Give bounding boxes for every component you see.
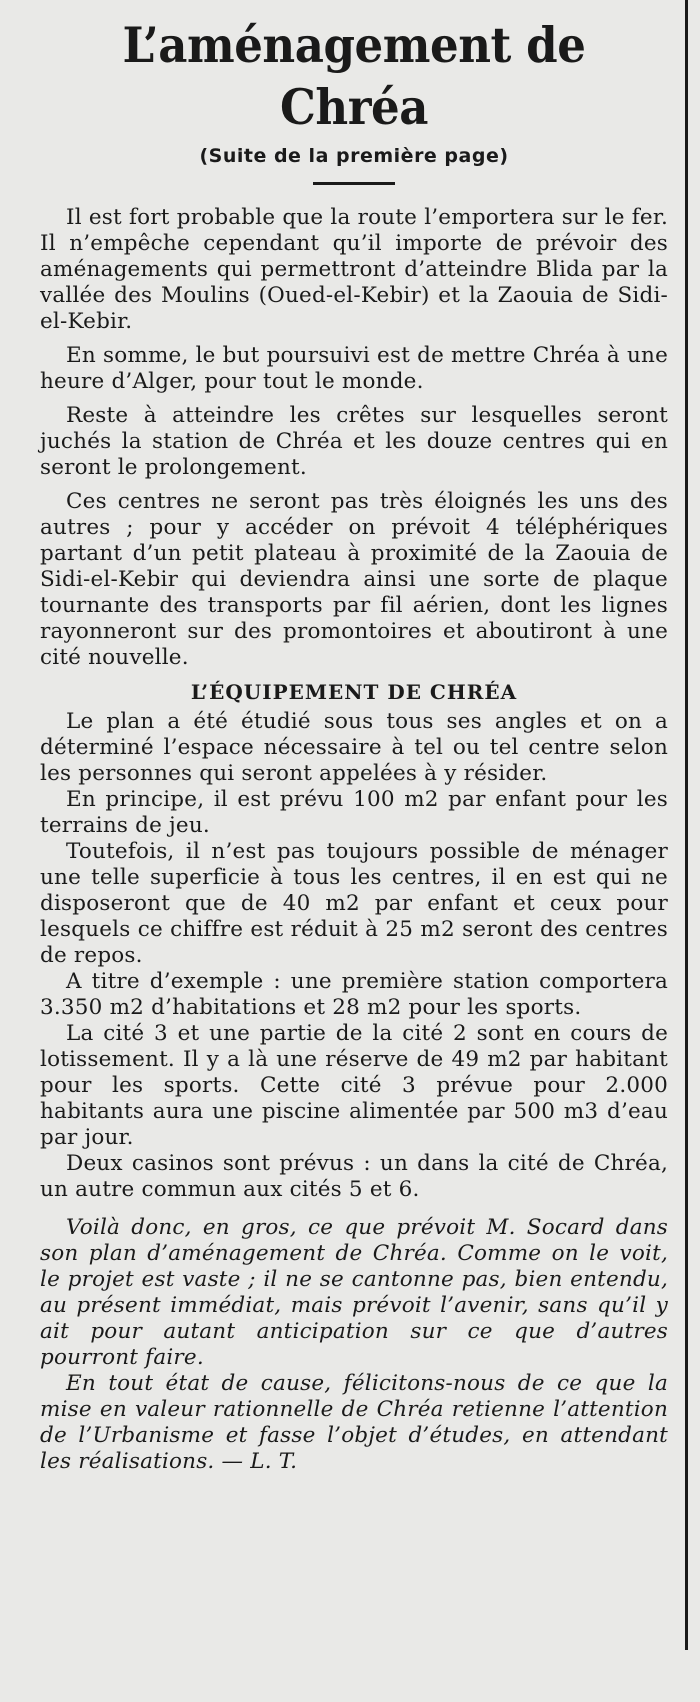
- paragraph-equipment-1: Le plan a été étudié sous tous ses angles et on a déterminé l’espace nécessaire à tel ou tel centre selon les personnes qui seront appelées à y résider.: [40, 709, 668, 786]
- continuation-note: (Suite de la première page): [199, 145, 509, 167]
- paragraph-equipment-5: La cité 3 et une partie de la cité 2 sont en cours de lotissement. Il y a là une réserve de 49 m2 par habitant pour les sports. Cette cité 3 prévue pour 2.000 habitants aura une piscine alimentée par 500 m3 d’eau par jour.: [40, 1021, 668, 1150]
- article: [40, 14, 668, 1475]
- column-rule: [685, 0, 688, 1650]
- paragraph-equipment-2: En principe, il est prévu 100 m2 par enfant pour les terrains de jeu.: [40, 787, 668, 838]
- paragraph-equipment-3: Toutefois, il n’est pas toujours possible de ménager une telle superficie à tous les centres, il en est qui ne disposeront que de 40 m2 par enfant et ceux pour lesquels ce chiffre est réduit à 25 m2 seront des centres de repos.: [40, 839, 668, 968]
- paragraph-intro-4: Ces centres ne seront pas très éloignés les uns des autres ; pour y accéder on prévoit 4 téléphériques partant d’un petit plateau à proximité de la Zaouia de Sidi-el-Kebir qui deviendra ainsi une sorte de plaque tournante des transports par fil aérien, dont les lignes rayonneront sur des promontoires et aboutiront à une cité nouvelle.: [40, 489, 668, 670]
- title-divider: [313, 182, 395, 185]
- paragraph-intro-2: En somme, le but poursuivi est de mettre Chréa à une heure d’Alger, pour tout le monde.: [40, 343, 668, 394]
- paragraph-intro-1: Il est fort probable que la route l’emportera sur le fer. Il n’empêche cependant qu’il importe de prévoir des aménagements qui permettront d’atteindre Blida par la vallée des Moulins (Oued-el-Kebir) et la Zaouia de Sidi-el-Kebir.: [40, 205, 668, 334]
- paragraph-conclusion-2: En tout état de cause, félicitons-nous de ce que la mise en valeur rationnelle de Chréa retienne l’attention de l’Urbanisme et fasse l’objet d’études, en attendant les réalisations. — L. T.: [40, 1371, 668, 1474]
- paragraph-intro-3: Reste à atteindre les crêtes sur lesquelles seront juchés la station de Chréa et les douze centres qui en seront le prolongement.: [40, 403, 668, 480]
- paragraph-equipment-6: Deux casinos sont prévus : un dans la cité de Chréa, un autre commun aux cités 5 et 6.: [40, 1151, 668, 1202]
- article-title: L’aménagement de Chréa: [122, 16, 586, 136]
- paragraph-equipment-4: A titre d’exemple : une première station comportera 3.350 m2 d’habitations et 28 m2 pour les sports.: [40, 969, 668, 1020]
- section-heading: L’ÉQUIPEMENT DE CHRÉA: [190, 680, 518, 704]
- paragraph-conclusion-1: Voilà donc, en gros, ce que prévoit M. Socard dans son plan d’aménagement de Chréa. Comme on le voit, le projet est vaste ; il ne se cantonne pas, bien entendu, au présent immédiat, mais prévoit l’avenir, sans qu’il y ait pour autant anticipation sur ce que d’autres pourront faire.: [40, 1215, 668, 1370]
- spacer: [40, 1203, 668, 1215]
